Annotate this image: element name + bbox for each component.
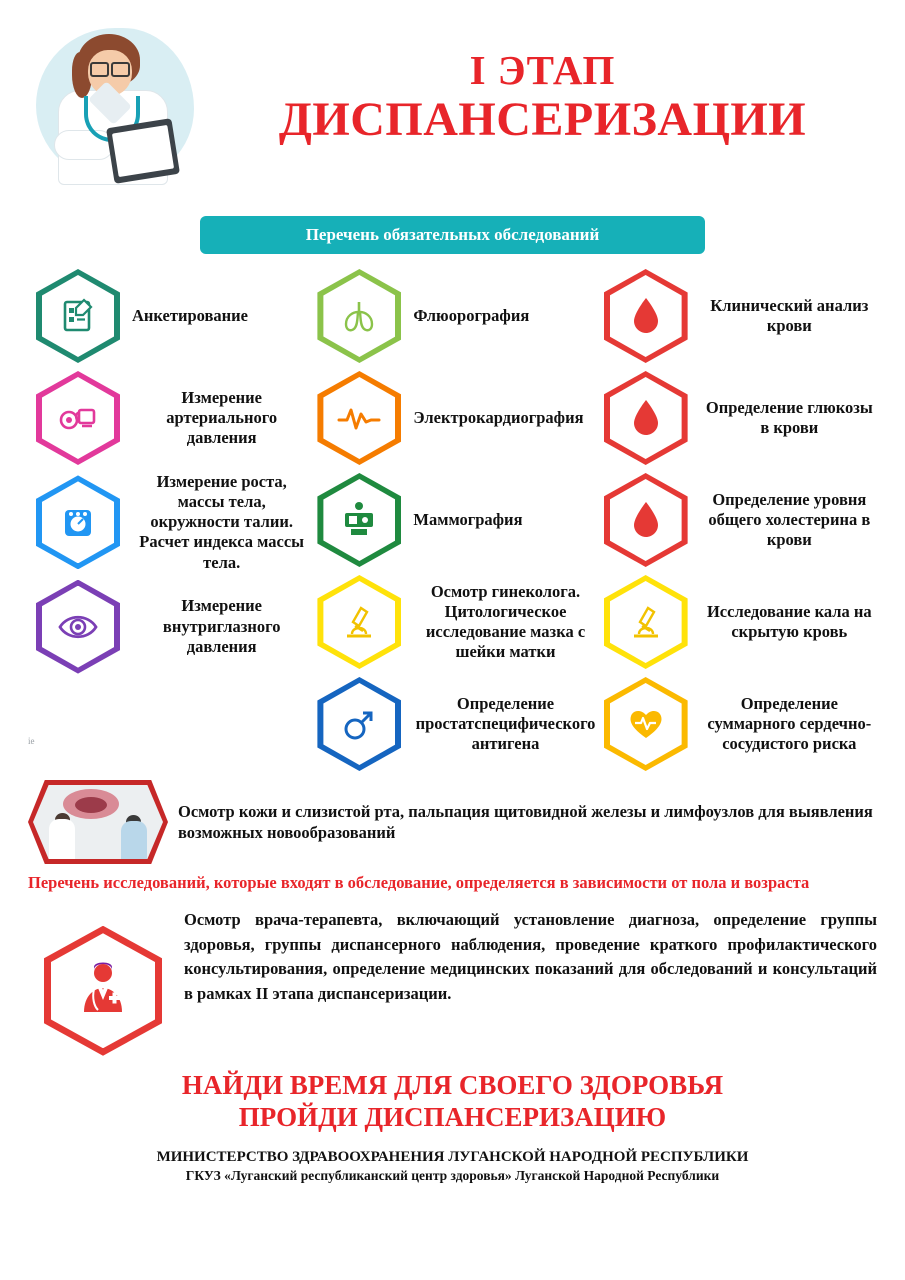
list-item <box>311 676 597 772</box>
footer-ministry: МИНИСТЕРСТВО ЗДРАВООХРАНЕНИЯ ЛУГАНСКОЙ НАРОДНОЙ РЕСПУБЛИКИ <box>156 1149 749 1166</box>
age-gender-note: Перечень исследований, которые входят в обследование, определяется в зависимости от пола и возраста <box>28 873 810 892</box>
blood-drop-icon <box>630 397 662 439</box>
list-item <box>598 574 879 670</box>
exam-column-2 <box>311 268 597 778</box>
list-item-label: Измерение роста, массы тела, окружности талии. Расчет индекса массы тела. <box>139 472 305 572</box>
list-item <box>598 676 879 772</box>
list-item <box>311 472 597 568</box>
footer <box>0 1149 905 1184</box>
therapist-text: Осмотр врача-терапевта, включающий установление диагноза, определение группы здоровья, группы диспансерного наблюдения, проведение краткого профилактического консультирования, определение медицинских показаний для обследований и консультаций в рамках II этапа диспансеризации. <box>184 909 877 1004</box>
corner-mark: ie <box>28 736 35 746</box>
list-item <box>598 268 879 364</box>
list-item <box>311 574 597 670</box>
cta-line-1: НАЙДИ ВРЕМЯ ДЛЯ СВОЕГО ЗДОРОВЬЯ <box>181 1069 724 1100</box>
scales-icon <box>58 502 98 542</box>
list-item-label: Электрокардиография <box>413 407 584 427</box>
list-item-label: Измерение артериального давления <box>166 387 278 448</box>
list-item <box>30 579 311 675</box>
list-item-label: Определение простатспецифического антигена <box>415 693 596 754</box>
exam-column-1 <box>30 268 311 778</box>
footer-institution: ГКУЗ «Луганский республиканский центр здоровья» Луганской Народной Республики <box>185 1168 720 1184</box>
list-item-label: Анкетирование <box>132 305 248 325</box>
microscope-icon <box>339 602 379 642</box>
list-item <box>311 370 597 466</box>
therapist-doctor-icon <box>70 956 136 1026</box>
list-item-label: Исследование кала на скрытую кровь <box>706 601 872 641</box>
therapist-row <box>0 894 905 1056</box>
lungs-icon <box>339 296 379 336</box>
male-symbol-icon <box>339 704 379 744</box>
page-title <box>200 48 885 146</box>
list-item <box>30 472 311 573</box>
skin-exam-row <box>0 780 905 864</box>
list-item <box>598 472 879 568</box>
list-item <box>311 268 597 364</box>
list-item-label: Клинический анализ крови <box>710 295 869 335</box>
list-item-label: Осмотр гинеколога. Цитологическое исследование мазка с шейки матки <box>425 581 586 662</box>
oral-mucosa-exam-photo <box>28 780 168 864</box>
mammography-icon <box>338 499 380 541</box>
ecg-icon <box>335 402 383 434</box>
call-to-action <box>0 1070 905 1134</box>
title-line-2: ДИСПАНСЕРИЗАЦИИ <box>278 93 807 147</box>
list-item-label: Определение глюкозы в крови <box>705 397 873 437</box>
heart-icon <box>625 704 667 744</box>
exam-columns <box>0 268 905 778</box>
blood-pressure-icon <box>57 398 99 438</box>
list-item <box>30 370 311 466</box>
poster-header <box>0 0 905 200</box>
list-item-label: Определение суммарного сердечно-сосудистого риска <box>707 693 872 754</box>
list-item <box>30 268 311 364</box>
female-doctor-illustration <box>30 18 200 193</box>
blood-drop-icon <box>630 295 662 337</box>
eye-icon <box>56 610 100 644</box>
list-item-label: Определение уровня общего холестерина в крови <box>708 489 871 550</box>
blood-drop-icon <box>630 499 662 541</box>
title-line-1: I ЭТАП <box>469 47 616 93</box>
skin-exam-text: Осмотр кожи и слизистой рта, пальпация щитовидной железы и лимфоузлов для выявления возможных новообразований <box>178 801 873 842</box>
microscope-icon <box>626 602 666 642</box>
list-item-label: Маммография <box>413 509 523 529</box>
list-item-label: Флюорография <box>413 305 530 325</box>
mandatory-exams-banner: Перечень обязательных обследований <box>200 216 705 254</box>
exam-column-3 <box>598 268 879 778</box>
questionnaire-icon <box>58 296 98 336</box>
list-item <box>598 370 879 466</box>
list-item-label: Измерение внутриглазного давления <box>162 596 281 656</box>
cta-line-2: ПРОЙДИ ДИСПАНСЕРИЗАЦИЮ <box>238 1101 667 1132</box>
